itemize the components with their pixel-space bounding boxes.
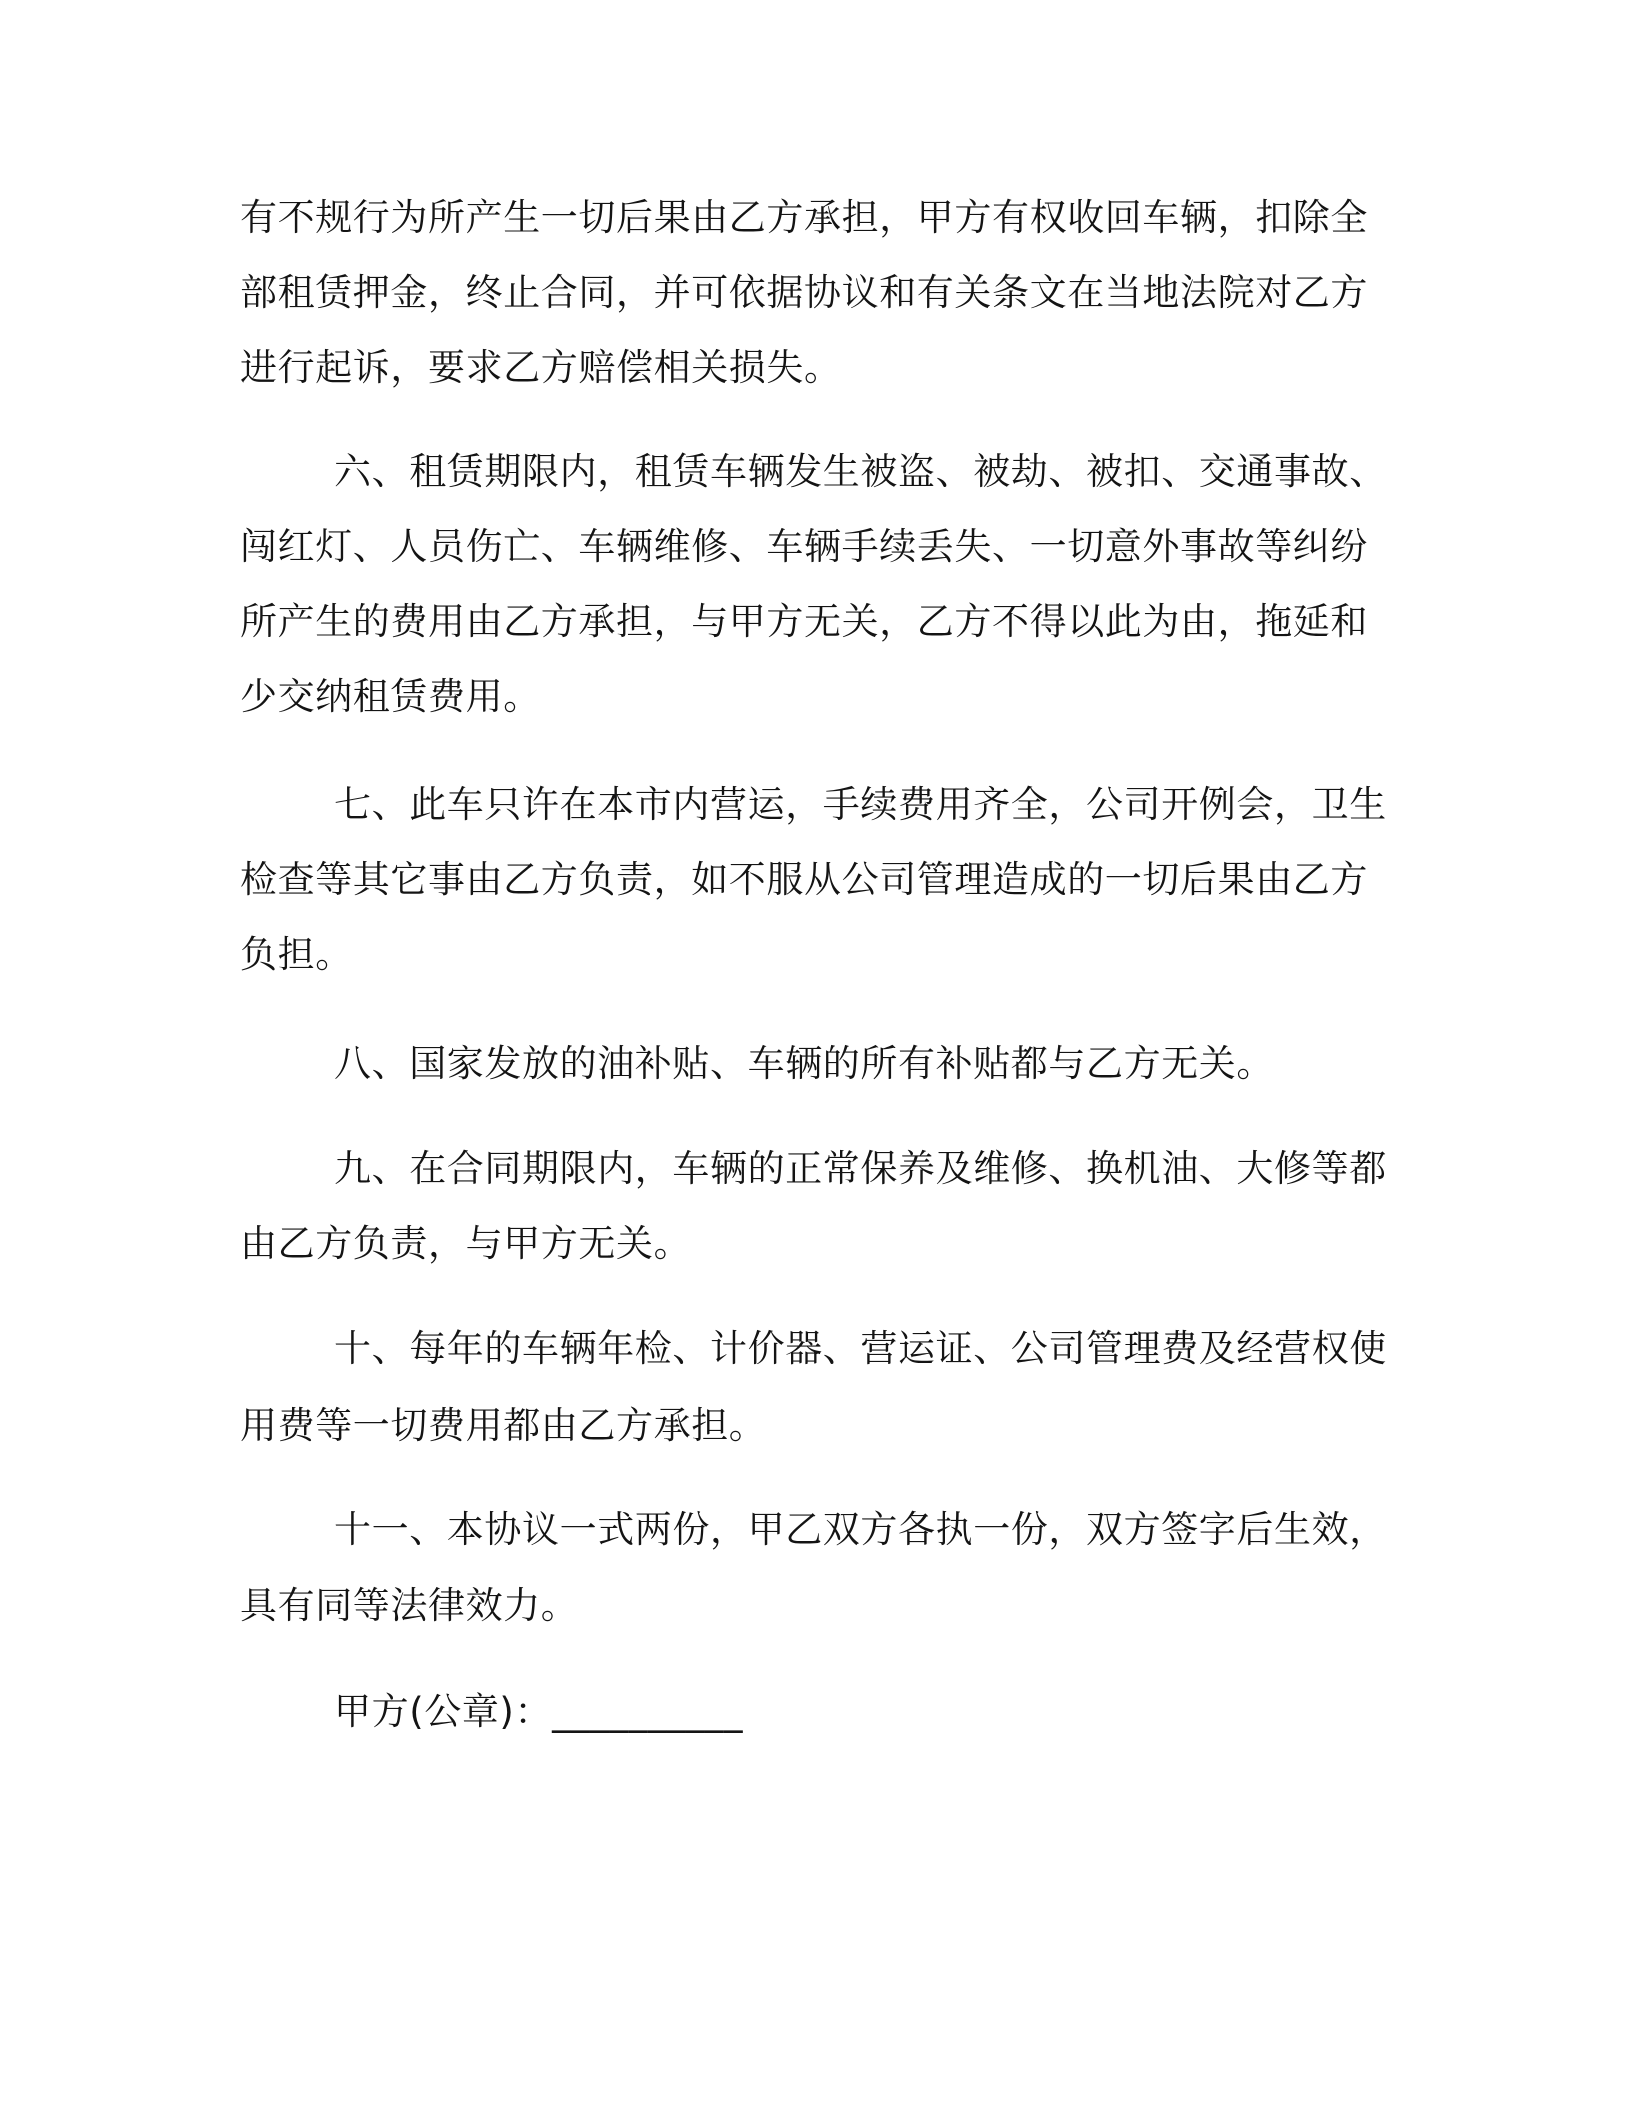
clause-11-line-1: 十一、本协议一式两份，甲乙双方各执一份，双方签字后生效， <box>334 1508 1387 1551</box>
clause-6-line-1: 六、租赁期限内，租赁车辆发生被盗、被劫、被扣、交通事故、 <box>334 450 1387 493</box>
clause-11-line-2: 具有同等法律效力。 <box>240 1584 579 1627</box>
clause-5-line-3: 进行起诉，要求乙方赔偿相关损失。 <box>240 346 842 389</box>
clause-5-line-2: 部租赁押金，终止合同，并可依据协议和有关条文在当地法院对乙方 <box>240 271 1368 314</box>
clause-8-line-1: 八、国家发放的油补贴、车辆的所有补贴都与乙方无关。 <box>334 1042 1274 1085</box>
clause-7-line-2: 检查等其它事由乙方负责，如不服从公司管理造成的一切后果由乙方 <box>240 858 1368 901</box>
clause-6-line-4: 少交纳租赁费用。 <box>240 675 541 718</box>
clause-9-line-1: 九、在合同期限内，车辆的正常保养及维修、换机油、大修等都 <box>334 1147 1387 1190</box>
signature-label: 甲方(公章)： <box>334 1690 553 1733</box>
clause-10-line-1: 十、每年的车辆年检、计价器、营运证、公司管理费及经营权使 <box>334 1327 1387 1370</box>
clause-5-line-1: 有不规行为所产生一切后果由乙方承担，甲方有权收回车辆，扣除全 <box>240 196 1368 239</box>
signature-party-a <box>334 1687 743 1737</box>
clause-7-line-3: 负担。 <box>240 933 353 976</box>
clause-10-line-2: 用费等一切费用都由乙方承担。 <box>240 1404 767 1447</box>
clause-6-line-2: 闯红灯、人员伤亡、车辆维修、车辆手续丢失、一切意外事故等纠纷 <box>240 525 1368 568</box>
clause-6-line-3: 所产生的费用由乙方承担，与甲方无关，乙方不得以此为由，拖延和 <box>240 600 1368 643</box>
clause-7-line-1: 七、此车只许在本市内营运，手续费用齐全，公司开例会，卫生 <box>334 783 1387 826</box>
clause-9-line-2: 由乙方负责，与甲方无关。 <box>240 1222 692 1265</box>
signature-blank: __________ <box>552 1690 744 1733</box>
